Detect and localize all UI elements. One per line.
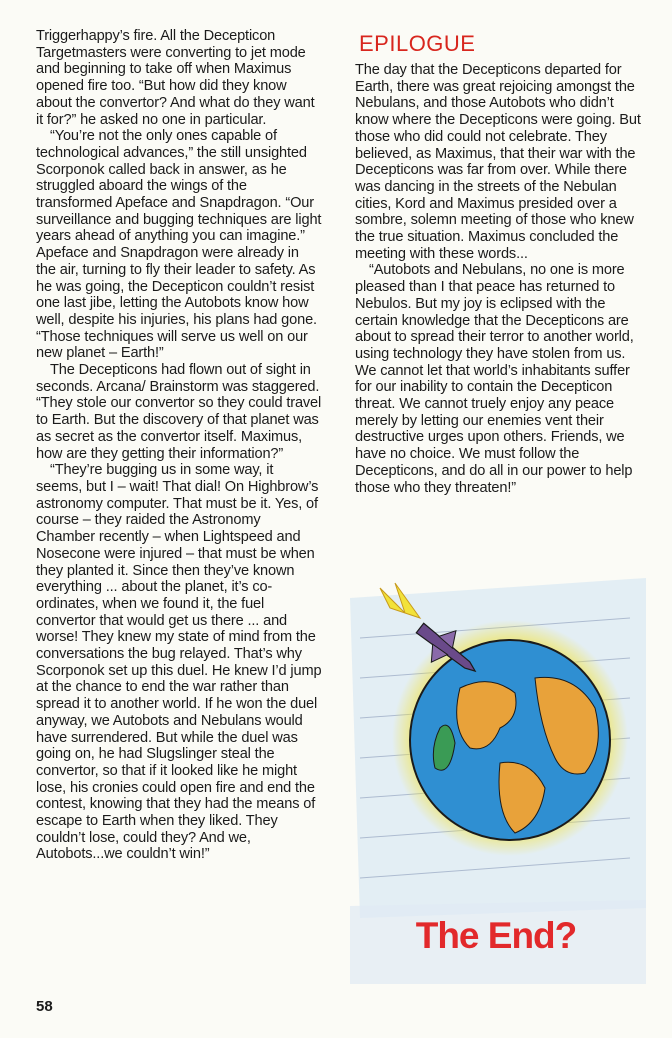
- epilogue-heading: EPILOGUE: [359, 31, 476, 56]
- page-number: 58: [36, 998, 53, 1015]
- right-column: [355, 28, 641, 496]
- paragraph: “Autobots and Nebulans, no one is more pleased than I that peace has returned to Nebulos. But my joy is eclipsed with the certain knowledge that the Decepticons are about to spread their terror to another world, using technology they have stolen from us. We cannot let that world’s inhabitants suffer for our inability to contain the Decepticon threat. We cannot truely enjoy any peace merely by letting our enemies vent their destructive urges upon others. Friends, we have no choice. We must follow the Decepticons, and do all in our power to help those who they threaten!”: [355, 262, 634, 496]
- left-column: [36, 28, 322, 863]
- paragraph: The Decepticons had flown out of sight in seconds. Arcana/ Brainstorm was staggered. “They stole our convertor so they could travel to Earth. But the discovery of that planet was as secret as the convertor itself. Maximus, how are they getting their information?”: [36, 362, 322, 462]
- paragraph: The day that the Decepticons departed for Earth, there was great rejoicing amongst the Nebulans, and those Autobots who didn’t know where the Decepticons were going. But those who did could not celebrate. They believed, as Maximus, that their war with the Decepticons was far from over. While there was dancing in the streets of the Nebulan cities, Kord and Maximus presided over a sombre, solemn meeting of those who knew the true situation. Maximus concluded the meeting with these words...: [355, 62, 641, 262]
- paragraph: Triggerhappy’s fire. All the Decepticon Targetmasters were converting to jet mode and beginning to take off when Maximus opened fire too. “But how did they know about the convertor? And what do they want it for?” he asked no one in particular.: [36, 28, 315, 128]
- paragraph: “You’re not the only ones capable of technological advances,” the still unsighted Scorponok called back in answer, as he struggled aboard the wings of the transformed Apeface and Snapdragon. “Our surveillance and bugging techniques are light years ahead of anything you can imagine.” Apeface and Snapdragon were already in the air, turning to fly their leader to safety. As he was going, the Decepticon couldn’t resist one last jibe, letting the Autobots know how well, despite his injuries, his plans had gone. “Those techniques will serve us well on our new planet – Earth!”: [36, 128, 322, 362]
- the-end-title: The End?: [415, 915, 577, 956]
- paragraph: “They’re bugging us in some way, it seems, but I – wait! That dial! On Highbrow’s astronomy computer. That must be it. Yes, of course – they raided the Astronomy Chamber recently – when Lightspeed and Nosecone were injured – that must be when they planted it. Since then they’ve known everything ... about the planet, it’s co-ordinates, when we found it, the fuel convertor that would get us there ... and worse! They knew my state of mind from the conversations the bug relayed. That’s why Scorponok set up this duel. He knew I’d jump at the chance to end the war rather than spread it to another world. If he won the duel anyway, we Autobots and Nebulans would have surrendered. But while the duel was going on, he had Slugslinger steal the convertor, so that if it looked like he might lose, his cronies could open fire and end the contest, knowing that they had the means of escape to Earth when they liked. They couldn’t lose, could they? And we, Autobots...we couldn’t win!”: [36, 462, 322, 863]
